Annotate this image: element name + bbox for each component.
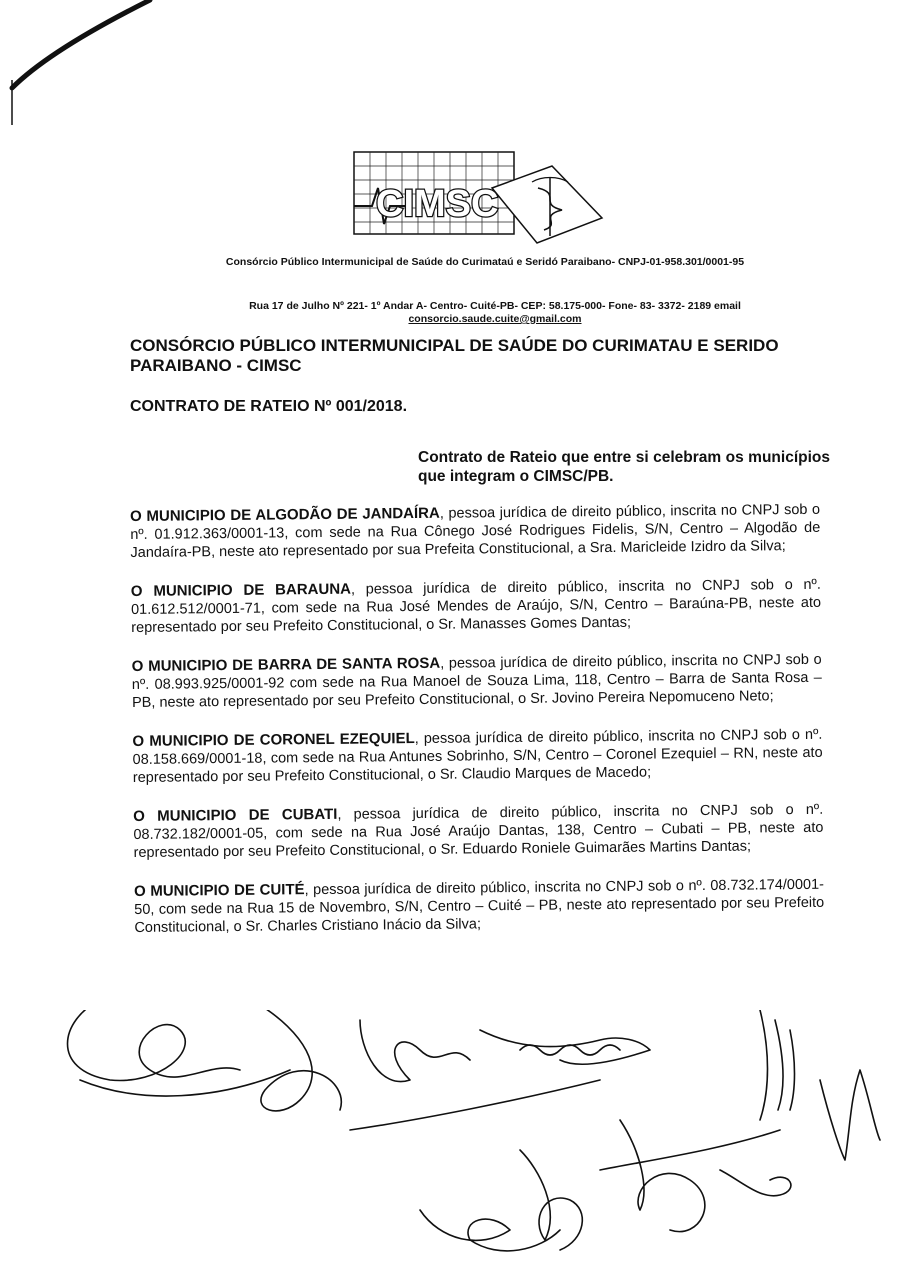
pen-stroke-mark xyxy=(0,0,170,140)
municipality-paragraph xyxy=(132,726,823,787)
signature xyxy=(68,1010,291,1096)
document-body xyxy=(130,501,825,958)
signature xyxy=(760,1010,795,1120)
municipality-text: , pessoa jurídica de direito público, inscrita no CNPJ sob o nº. 01.612.512/0001-71, com sede na Rua José Mendes de Araújo, S/N, Centro – Baraúna-PB, neste ato representado por seu Prefeito Constitucional, o Sr. Manasses Gomes Dantas; xyxy=(130,576,822,636)
municipality-paragraph xyxy=(133,801,824,862)
signature xyxy=(480,1030,650,1064)
signature xyxy=(820,1070,880,1160)
municipality-text: , pessoa jurídica de direito público, inscrita no CNPJ sob o nº. 08.993.925/0001-92 com sede na Rua Manoel de Souza Lima, 118, Centro – Barra de Santa Rosa – PB, neste ato representado por seu Prefeito Constitucional, o Sr. Jovino Pereira Nepomuceno Neto; xyxy=(131,651,822,711)
logo-text: CIMSC xyxy=(376,183,499,225)
municipality-name: O MUNICIPIO DE BARRA DE SANTA ROSA xyxy=(131,654,441,675)
municipality-text: , pessoa jurídica de direito público, inscrita no CNPJ sob o nº. 08.158.669/0001-18, com sede na Rua Antunes Sobrinho, S/N, Centro – Coronel Ezequiel – RN, neste ato representado por seu Prefeito Constitucional, o Sr. Claudio Marques de Macedo; xyxy=(132,726,823,786)
municipality-name: O MUNICIPIO DE BARAUNA xyxy=(130,580,352,600)
municipality-text: , pessoa jurídica de direito público, inscrita no CNPJ sob o nº. 08.732.182/0001-05, com sede na Rua José Araújo Dantas, 138, Centro – Cubati – PB, neste ato representado por seu Prefeito Constitucional, o Sr. Eduardo Roniele Guimarães Martins Dantas; xyxy=(133,801,824,861)
municipality-paragraph xyxy=(134,876,825,937)
municipality-name: O MUNICIPIO DE CORONEL EZEQUIEL xyxy=(132,730,415,750)
address-text: Rua 17 de Julho Nº 221- 1º Andar A- Centro- Cuité-PB- CEP: 58.175-000- Fone- 83- 3372- 2189 email xyxy=(249,300,741,312)
organization-title: CONSÓRCIO PÚBLICO INTERMUNICIPAL DE SAÚDE DO CURIMATAU E SERIDO PARAIBANO - CIMSC xyxy=(130,336,779,375)
signature xyxy=(720,1170,791,1196)
municipality-text: , pessoa jurídica de direito público, inscrita no CNPJ sob o nº. 01.912.363/0001-13, com sede na Rua Cônego José Rodrigues Fidelis, S/N, Centro – Algodão de Jandaíra-PB, neste ato representado por sua Prefeita Constitucional, a Sra. Maricleide Izidro da Silva; xyxy=(130,501,821,561)
signature xyxy=(350,1020,600,1130)
consortium-address-line xyxy=(130,300,860,326)
municipality-text: , pessoa jurídica de direito público, inscrita no CNPJ sob o nº. 08.732.174/0001-50, com sede na Rua 15 de Novembro, S/N, Centro – Cuité – PB, neste ato representado por seu Prefeito Constitucional, o Sr. Charles Cristiano Inácio da Silva; xyxy=(134,876,825,936)
signatures-area xyxy=(0,1010,900,1272)
municipality-name: O MUNICIPIO DE ALGODÃO DE JANDAÍRA xyxy=(130,504,440,525)
municipality-name: O MUNICIPIO DE CUBATI xyxy=(133,805,338,825)
contract-title: CONTRATO DE RATEIO Nº 001/2018. xyxy=(130,398,408,415)
email-link[interactable]: consorcio.saude.cuite@gmail.com xyxy=(408,313,582,325)
signature xyxy=(600,1120,780,1232)
municipality-paragraph xyxy=(131,576,822,637)
municipality-name: O MUNICIPIO DE CUITÉ xyxy=(133,881,305,900)
cimsc-logo xyxy=(352,148,622,253)
municipality-paragraph xyxy=(132,651,823,712)
contract-abstract: Contrato de Rateio que entre si celebram os municípios que integram o CIMSC/PB. xyxy=(418,449,830,485)
signature xyxy=(520,1150,582,1250)
consortium-header-line: Consórcio Público Intermunicipal de Saúde do Curimataú e Seridó Paraibano- CNPJ-01-958.301/0001-95 xyxy=(225,256,745,268)
municipality-paragraph xyxy=(130,501,821,562)
signature xyxy=(260,1010,341,1111)
